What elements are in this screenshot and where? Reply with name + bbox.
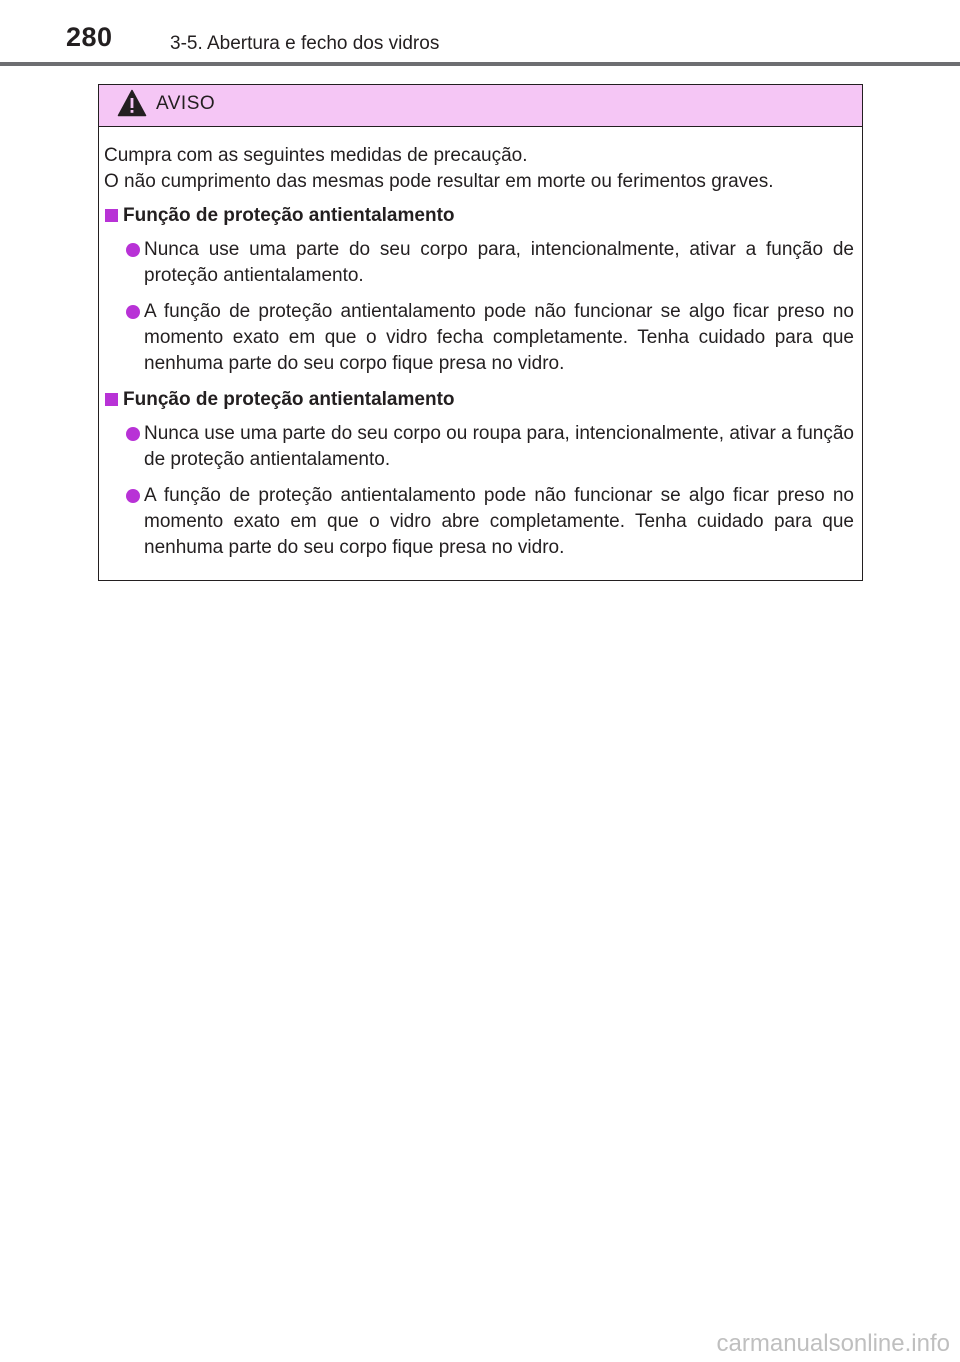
list-item	[104, 483, 854, 561]
section-heading-2	[104, 387, 854, 413]
circle-bullet-icon	[126, 305, 140, 319]
warning-box	[98, 84, 863, 581]
section-heading-text: Função de proteção antientalamento	[123, 389, 455, 410]
section-title: 3-5. Abertura e fecho dos vidros	[170, 33, 440, 54]
intro-line-2: O não cumprimento das mesmas pode resultar em morte ou ferimentos graves.	[104, 171, 774, 192]
header-divider	[0, 62, 960, 66]
watermark: carmanualsonline.info	[716, 1330, 950, 1357]
list-item	[104, 299, 854, 377]
square-bullet-icon	[105, 393, 118, 406]
list-item-text: A função de proteção antientalamento pode não funcionar se algo ficar preso no momento exato em que o vidro fecha completamente. Tenha cuidado para que nenhuma parte do seu corpo fique presa no vidro.	[144, 301, 854, 374]
warning-intro	[104, 143, 854, 195]
list-item	[104, 421, 854, 473]
section-heading-1	[104, 203, 854, 229]
section-heading-text: Função de proteção antientalamento	[123, 205, 455, 226]
warning-title: AVISO	[156, 93, 216, 114]
warning-triangle-icon	[117, 89, 147, 117]
list-item-text: Nunca use uma parte do seu corpo para, intencionalmente, ativar a função de proteção antientalamento.	[144, 239, 854, 286]
intro-line-1: Cumpra com as seguintes medidas de precaução.	[104, 145, 528, 166]
circle-bullet-icon	[126, 243, 140, 257]
square-bullet-icon	[105, 209, 118, 222]
warning-header	[99, 85, 862, 127]
list-item	[104, 237, 854, 289]
list-item-text: Nunca use uma parte do seu corpo ou roupa para, intencionalmente, ativar a função de proteção antientalamento.	[144, 423, 854, 470]
circle-bullet-icon	[126, 427, 140, 441]
warning-body	[99, 127, 862, 561]
page-number: 280	[66, 22, 113, 52]
circle-bullet-icon	[126, 489, 140, 503]
list-item-text: A função de proteção antientalamento pode não funcionar se algo ficar preso no momento exato em que o vidro abre completamente. Tenha cuidado para que nenhuma parte do seu corpo fique presa no vidro.	[144, 485, 854, 558]
page-header	[0, 0, 960, 66]
